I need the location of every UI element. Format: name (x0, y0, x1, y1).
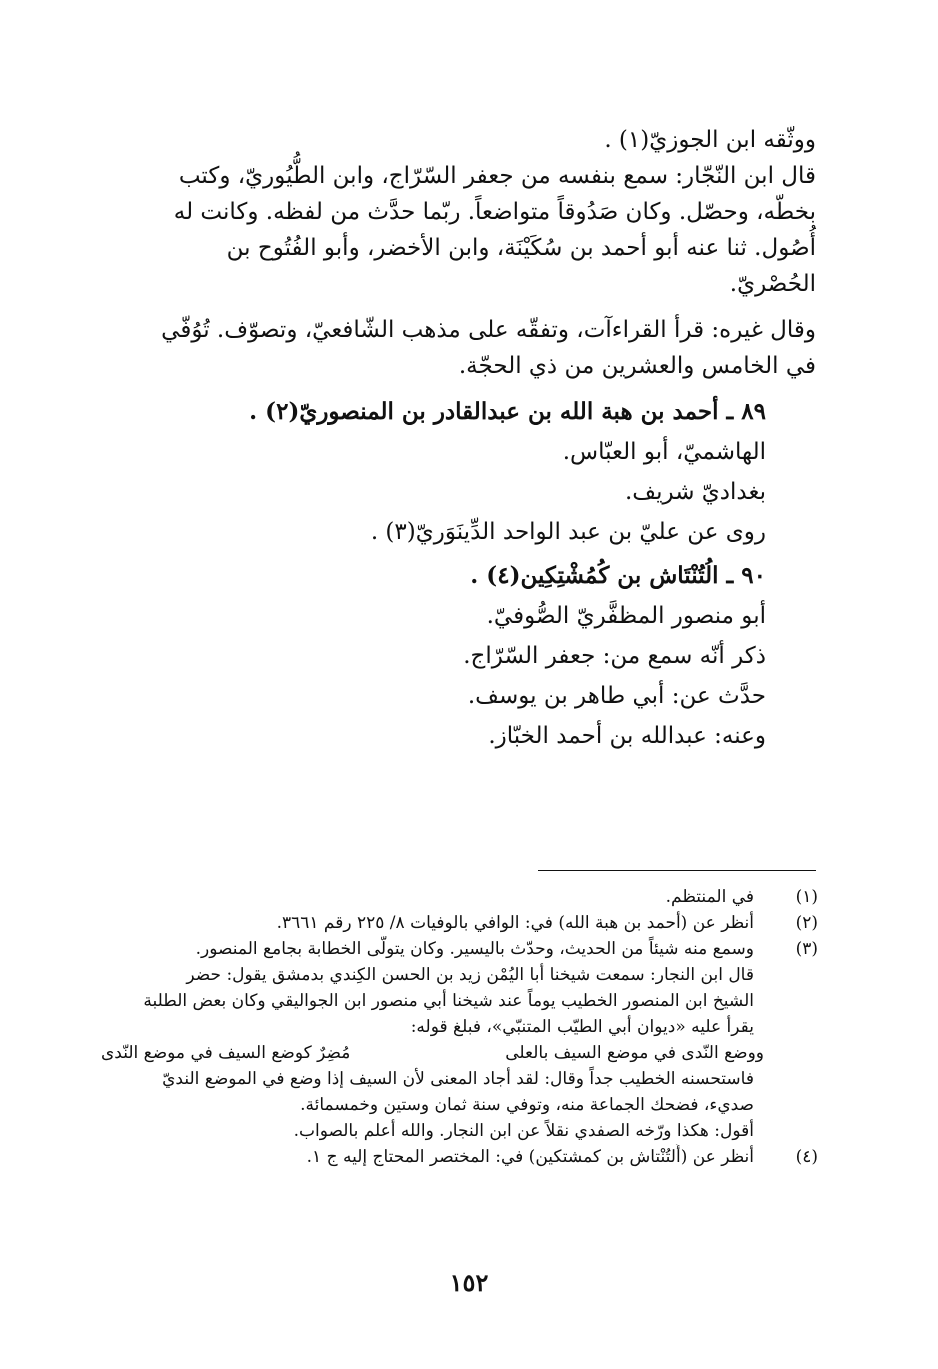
footnote-3-line (95, 988, 816, 1014)
footnote-text: قال ابن النجار: سمعت شيخنا أبا اليُمْن زيد بن الحسن الكِندي بدمشق يقول: حضر (186, 965, 754, 985)
page-number: ١٥٢ (449, 1268, 489, 1297)
footnote-text: يقرأ عليه «ديوان أبي الطيّب المتنبّي»، فبلغ قوله: (410, 1017, 754, 1037)
text-line: الهاشميّ، أبو العبّاس. (562, 439, 766, 465)
footnote-3-line (95, 1014, 816, 1040)
footnotes (95, 884, 816, 1170)
footnote-text: في المنتظم. (665, 887, 754, 907)
footnote-3-verse (95, 1040, 816, 1066)
footnote-separator (538, 870, 816, 871)
footnote-text: الشيخ ابن المنصور الخطيب يوماً عند شيخنا أبي منصور ابن الجواليقي وكان بعض الطلبة (143, 991, 754, 1011)
footnote-number: (٤) (795, 1147, 818, 1167)
footnote-number: (١) (795, 887, 818, 907)
text-line: أُصُول. ثنا عنه أبو أحمد بن سُكَيْنَة، وابن الأخضر، وأبو الفُتُوح بن (226, 235, 816, 261)
footnote-3-line (95, 1066, 816, 1092)
text-line: في الخامس والعشرين من ذي الحجّة. (458, 353, 816, 379)
footnote-3 (95, 936, 816, 962)
verse-hemistich-right: ووضع النّدى في موضع السيف بالعلى (505, 1043, 764, 1063)
text-line: بخطّه، وحصّل. وكان صَدُوقاً متواضعاً. ربّما حدَّث من لفظه. وكانت له (173, 199, 816, 225)
entry-90-title: ٩٠ ـ الُتُنْتَاش بن كُمُشْتِكِين(٤) . (470, 562, 766, 589)
text-line: ووثّقه ابن الجوزيّ(١) . (604, 127, 816, 153)
footnote-text: أقول: هكذا ورّخه الصفدي نقلاً عن ابن النجار. والله أعلم بالصواب. (293, 1121, 754, 1141)
text-line: بغداديّ شريف. (625, 479, 766, 505)
footnote-text: صديء، فضحك الجماعة منه، وتوفي سنة ثمان وستين وخمسمائة. (300, 1095, 754, 1115)
footnote-text: أنظر عن (أحمد بن هبة الله) في: الوافي بالوفيات ٨/ ٢٢٥ رقم ٣٦٦١. (276, 913, 754, 933)
main-text (95, 122, 816, 754)
footnote-text: وسمع منه شيئاً من الحديث، وحدّث باليسير. وكان يتولّى الخطابة بجامع المنصور. (195, 939, 754, 959)
footnote-text: فاستحسنه الخطيب جداً وقال: لقد أجاد المعنى لأن السيف إذا وضع في الموضع النديّ (162, 1069, 754, 1089)
footnote-text: أنظر عن (أُلتُنْتاش بن كمشتكين) في: المختصر المحتاج إليه ج ١. (306, 1147, 754, 1167)
text-line: الحُصْريّ. (729, 271, 816, 297)
text-line: حدَّث عن: أبي طاهر بن يوسف. (467, 683, 766, 709)
entry-89-title: ٨٩ ـ أحمد بن هبة الله بن عبدالقادر بن المنصوريّ(٢) . (249, 398, 766, 425)
footnote-3-line (95, 1092, 816, 1118)
text-line: أبو منصور المظفَّريّ الصُّوفيّ. (486, 603, 766, 629)
footnote-1 (95, 884, 816, 910)
text-line: قال ابن النّجّار: سمع بنفسه من جعفر السّرّاج، وابن الطُّيُوريّ، وكتب (178, 163, 816, 189)
footnote-2 (95, 910, 816, 936)
text-line: وعنه: عبدالله بن أحمد الخبّاز. (488, 723, 766, 749)
footnote-4 (95, 1144, 816, 1170)
footnote-number: (٣) (795, 939, 818, 959)
text-line: ذكر أنّه سمع من: جعفر السّرّاج. (463, 643, 766, 669)
text-line: روى عن عليّ بن عبد الواحد الدِّينَوَريّ(٣) . (370, 519, 766, 545)
footnote-3-line (95, 962, 816, 988)
footnote-number: (٢) (795, 913, 818, 933)
footnote-3-line (95, 1118, 816, 1144)
text-line: وقال غيره: قرأ القراءآت، وتفقّه على مذهب الشّافعيّ، وتصوّف. تُوُفّي (161, 317, 816, 343)
verse-hemistich-left: مُضِرٌ كوضع السيف في موضع النّدى (101, 1043, 351, 1063)
